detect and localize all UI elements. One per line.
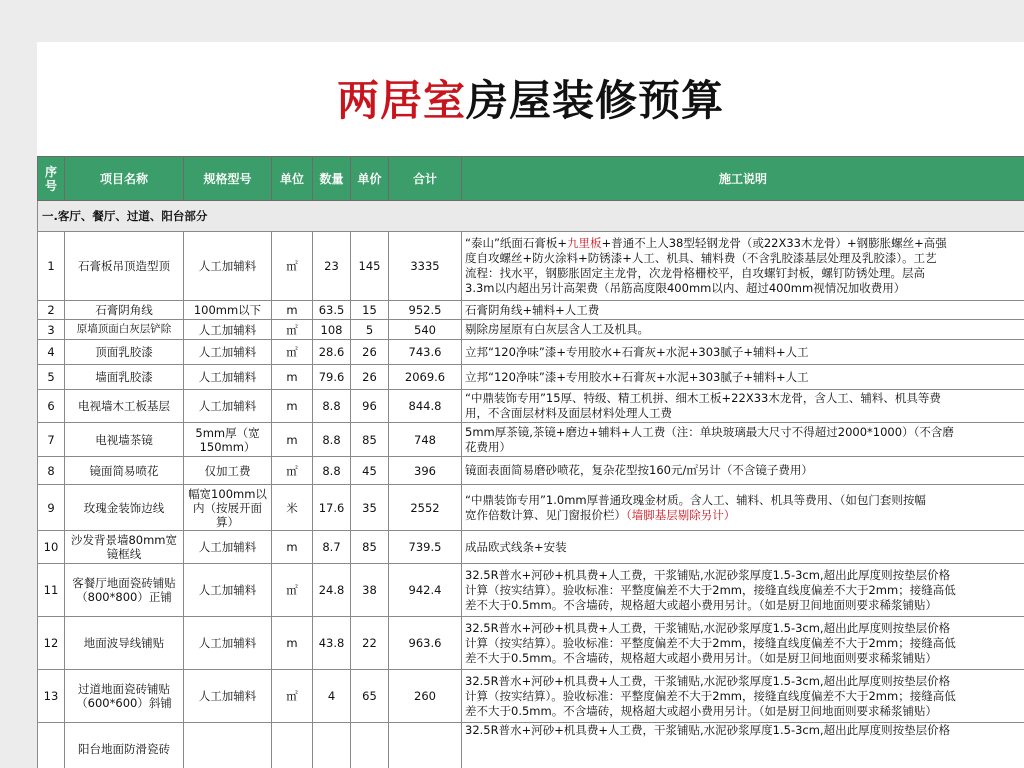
- cell-qty[interactable]: 108: [313, 320, 351, 340]
- table-row: [38, 457, 1024, 485]
- cell-spec[interactable]: 人工加辅料: [184, 320, 272, 340]
- cell-name[interactable]: 电视墙木工板基层: [65, 390, 184, 423]
- cell-spec[interactable]: 人工加辅料: [184, 670, 272, 723]
- cell-qty[interactable]: 17.6: [313, 485, 351, 531]
- section-row: [38, 201, 1024, 232]
- cell-desc[interactable]: [462, 564, 1024, 617]
- cell-qty[interactable]: 8.8: [313, 423, 351, 457]
- cell-unit[interactable]: m: [272, 365, 313, 390]
- table-row: [38, 365, 1024, 390]
- desc-line: 32.5R普水+河砂+机具费+人工费，干浆铺贴,水泥砂浆厚度1.5-3cm,超出此厚度则按垫层价格: [465, 723, 951, 737]
- cell-qty[interactable]: [313, 723, 351, 768]
- cell-desc[interactable]: 立邦“120净味”漆+专用胶水+石膏灰+水泥+303腻子+辅料+人工: [462, 365, 1024, 390]
- header-row: [38, 157, 1024, 201]
- cell-price[interactable]: [351, 723, 389, 768]
- cell-desc[interactable]: [462, 232, 1024, 301]
- cell-qty[interactable]: 8.8: [313, 390, 351, 423]
- cell-desc[interactable]: 石膏阴角线+辅料+人工费: [462, 301, 1024, 320]
- desc-line: 5mm厚茶镜,茶镜+磨边+辅料+人工费（注：单块玻璃最大尺寸不得超过2000*1000）（不含磨: [465, 424, 954, 439]
- cell-total[interactable]: 396: [389, 457, 462, 485]
- desc-line: 3.3m以内超出另计高架费（吊筋高度限400mm以内、超过400mm视情况加收费用）: [465, 281, 906, 295]
- table-row: [38, 232, 1024, 301]
- cell-total[interactable]: 2552: [389, 485, 462, 531]
- budget-table: [37, 156, 1024, 768]
- table-row: [38, 340, 1024, 365]
- desc-text: “泰山”纸面石膏板+: [465, 236, 568, 250]
- desc-line: 32.5R普水+河砂+机具费+人工费，干浆铺贴,水泥砂浆厚度1.5-3cm,超出此厚度则按垫层价格: [465, 567, 951, 582]
- cell-total[interactable]: 540: [389, 320, 462, 340]
- cell-unit[interactable]: ㎡: [272, 564, 313, 617]
- cell-spec[interactable]: [184, 723, 272, 768]
- cell-no[interactable]: 7: [38, 423, 65, 457]
- desc-line: 32.5R普水+河砂+机具费+人工费，干浆铺贴,水泥砂浆厚度1.5-3cm,超出此厚度则按垫层价格: [465, 620, 951, 635]
- table-row: [38, 485, 1024, 531]
- cell-desc[interactable]: [462, 617, 1024, 670]
- cell-name[interactable]: 石膏板吊顶造型顶: [65, 232, 184, 301]
- desc-text: 宽作倍数计算、见门窗报价栏）: [465, 507, 626, 522]
- table-row: [38, 423, 1024, 457]
- cell-spec[interactable]: 人工加辅料: [184, 365, 272, 390]
- desc-highlight: 九里板: [567, 236, 602, 250]
- cell-no[interactable]: 5: [38, 365, 65, 390]
- cell-price[interactable]: 15: [351, 301, 389, 320]
- table-row: [38, 320, 1024, 340]
- cell-spec[interactable]: 100mm以下: [184, 301, 272, 320]
- cell-name[interactable]: 沙发背景墙80mm宽镜框线: [65, 531, 184, 564]
- desc-line: 流程：找水平，钢膨胀固定主龙骨，次龙骨格栅校平，自攻螺钉封板，螺钉防锈处理。层高: [465, 266, 925, 280]
- cell-qty[interactable]: 8.7: [313, 531, 351, 564]
- cell-price[interactable]: 5: [351, 320, 389, 340]
- cell-unit[interactable]: 米: [272, 485, 313, 531]
- cell-no[interactable]: [38, 723, 65, 768]
- cell-spec[interactable]: 人工加辅料: [184, 564, 272, 617]
- cell-total[interactable]: 739.5: [389, 531, 462, 564]
- cell-no[interactable]: 10: [38, 531, 65, 564]
- cell-desc[interactable]: [462, 723, 1024, 768]
- cell-desc[interactable]: [462, 485, 1024, 531]
- cell-desc[interactable]: [462, 423, 1024, 457]
- cell-no[interactable]: 2: [38, 301, 65, 320]
- table-row: [38, 723, 1024, 768]
- cell-desc[interactable]: 立邦“120净味”漆+专用胶水+石膏灰+水泥+303腻子+辅料+人工: [462, 340, 1024, 365]
- cell-no[interactable]: 8: [38, 457, 65, 485]
- desc-line: 花费用）: [465, 439, 511, 454]
- table-row: [38, 301, 1024, 320]
- desc-line: “中鼎装饰专用”1.0mm厚普通玫瑰金材质。含人工、辅料、机具等费用、（如包门套则按幅: [465, 492, 926, 507]
- cell-name[interactable]: 石膏阴角线: [65, 301, 184, 320]
- sheet-title: [37, 42, 1024, 156]
- desc-line: 用，不含面层材料及面层材料处理人工费: [465, 406, 672, 420]
- cell-unit[interactable]: m: [272, 531, 313, 564]
- cell-qty[interactable]: 28.6: [313, 340, 351, 365]
- cell-qty[interactable]: 23: [313, 232, 351, 301]
- cell-qty[interactable]: 4: [313, 670, 351, 723]
- cell-price[interactable]: 85: [351, 531, 389, 564]
- header-total[interactable]: 合计: [389, 157, 462, 201]
- table-row: [38, 670, 1024, 723]
- cell-price[interactable]: 85: [351, 423, 389, 457]
- cell-unit[interactable]: ㎡: [272, 340, 313, 365]
- cell-unit[interactable]: ㎡: [272, 670, 313, 723]
- cell-unit[interactable]: m: [272, 617, 313, 670]
- cell-no[interactable]: 1: [38, 232, 65, 301]
- table-row: [38, 617, 1024, 670]
- cell-qty[interactable]: 8.8: [313, 457, 351, 485]
- cell-name[interactable]: 原墙顶面白灰层铲除: [65, 320, 184, 340]
- cell-unit[interactable]: ㎡: [272, 320, 313, 340]
- desc-line: 计算（按实结算）。验收标准：平整度偏差不大于2mm，接缝直线度偏差不大于2mm；接缝高低: [465, 582, 956, 597]
- cell-total[interactable]: 3335: [389, 232, 462, 301]
- cell-desc[interactable]: 成品欧式线条+安装: [462, 531, 1024, 564]
- cell-price[interactable]: 145: [351, 232, 389, 301]
- desc-text: +普通不上人38型轻钢龙骨（或22X33木龙骨）+钢膨胀螺丝+高强: [601, 236, 947, 250]
- desc-line: “中鼎装饰专用”15厚、特级、精工机拼、细木工板+22X33木龙骨，含人工、辅料、机具等费: [465, 391, 941, 405]
- cell-no[interactable]: 11: [38, 564, 65, 617]
- cell-price[interactable]: 35: [351, 485, 389, 531]
- desc-line: 32.5R普水+河砂+机具费+人工费，干浆铺贴,水泥砂浆厚度1.5-3cm,超出此厚度则按垫层价格: [465, 673, 951, 688]
- cell-name[interactable]: 过道地面瓷砖铺贴（600*600）斜铺: [65, 670, 184, 723]
- cell-spec[interactable]: 人工加辅料: [184, 617, 272, 670]
- cell-unit[interactable]: m: [272, 423, 313, 457]
- cell-price[interactable]: 96: [351, 390, 389, 423]
- desc-line: 计算（按实结算）。验收标准：平整度偏差不大于2mm，接缝直线度偏差不大于2mm；接缝高低: [465, 635, 956, 650]
- section-title[interactable]: 一.客厅、餐厅、过道、阳台部分: [38, 201, 1024, 232]
- spreadsheet-sheet: [37, 42, 1024, 768]
- cell-spec[interactable]: 人工加辅料: [184, 232, 272, 301]
- cell-no[interactable]: 4: [38, 340, 65, 365]
- desc-line: 差不大于0.5mm。不含墙砖，规格超大或超小费用另计。（如是厨卫间地面则要求稀浆铺贴）: [465, 650, 937, 665]
- cell-qty[interactable]: 24.8: [313, 564, 351, 617]
- cell-name[interactable]: 顶面乳胶漆: [65, 340, 184, 365]
- cell-qty[interactable]: 43.8: [313, 617, 351, 670]
- desc-line: 差不大于0.5mm。不含墙砖，规格超大或超小费用另计。（如是厨卫间地面则要求稀浆铺贴）: [465, 597, 937, 612]
- header-spec[interactable]: 规格型号: [184, 157, 272, 201]
- title-black-part: 房屋装修预算: [466, 76, 725, 125]
- table-row: [38, 564, 1024, 617]
- cell-name[interactable]: 客餐厅地面瓷砖铺贴（800*800）正铺: [65, 564, 184, 617]
- cell-name[interactable]: 镜面简易喷花: [65, 457, 184, 485]
- cell-name[interactable]: 阳台地面防滑瓷砖: [65, 723, 184, 768]
- cell-total[interactable]: [389, 723, 462, 768]
- cell-spec[interactable]: 人工加辅料: [184, 531, 272, 564]
- header-name[interactable]: 项目名称: [65, 157, 184, 201]
- cell-no[interactable]: 9: [38, 485, 65, 531]
- cell-spec[interactable]: 幅宽100mm以内（按展开面算）: [184, 485, 272, 531]
- cell-unit[interactable]: [272, 723, 313, 768]
- desc-highlight: （墙脚基层剔除另计）: [626, 507, 736, 522]
- cell-unit[interactable]: ㎡: [272, 232, 313, 301]
- cell-no[interactable]: 12: [38, 617, 65, 670]
- table-row: [38, 390, 1024, 423]
- cell-spec[interactable]: 仅加工费: [184, 457, 272, 485]
- cell-price[interactable]: 26: [351, 365, 389, 390]
- cell-no[interactable]: 13: [38, 670, 65, 723]
- cell-no[interactable]: 3: [38, 320, 65, 340]
- cell-total[interactable]: 963.6: [389, 617, 462, 670]
- desc-line: 度自攻螺丝+防火涂料+防锈漆+人工、机具、辅料费（不含乳胶漆基层处理及乳胶漆）。工艺: [465, 251, 937, 265]
- cell-desc[interactable]: [462, 670, 1024, 723]
- cell-total[interactable]: 952.5: [389, 301, 462, 320]
- table-row: [38, 531, 1024, 564]
- header-no[interactable]: 序号: [38, 157, 65, 201]
- cell-no[interactable]: 6: [38, 390, 65, 423]
- cell-total[interactable]: 260: [389, 670, 462, 723]
- header-price[interactable]: 单价: [351, 157, 389, 201]
- cell-spec[interactable]: 人工加辅料: [184, 390, 272, 423]
- cell-name[interactable]: 地面波导线铺贴: [65, 617, 184, 670]
- cell-price[interactable]: 26: [351, 340, 389, 365]
- cell-name[interactable]: 电视墙茶镜: [65, 423, 184, 457]
- cell-unit[interactable]: ㎡: [272, 457, 313, 485]
- cell-price[interactable]: 65: [351, 670, 389, 723]
- cell-total[interactable]: 942.4: [389, 564, 462, 617]
- cell-desc[interactable]: 剔除房屋原有白灰层含人工及机具。: [462, 320, 1024, 340]
- cell-total[interactable]: 743.6: [389, 340, 462, 365]
- cell-total[interactable]: 844.8: [389, 390, 462, 423]
- cell-name[interactable]: 墙面乳胶漆: [65, 365, 184, 390]
- header-qty[interactable]: 数量: [313, 157, 351, 201]
- cell-spec[interactable]: 5mm厚（宽150mm）: [184, 423, 272, 457]
- cell-desc[interactable]: 镜面表面简易磨砂喷花，复杂花型按160元/㎡另计（不含镜子费用）: [462, 457, 1024, 485]
- cell-price[interactable]: 45: [351, 457, 389, 485]
- cell-spec[interactable]: 人工加辅料: [184, 340, 272, 365]
- cell-unit[interactable]: m: [272, 301, 313, 320]
- header-unit[interactable]: 单位: [272, 157, 313, 201]
- header-desc[interactable]: 施工说明: [462, 157, 1024, 201]
- desc-line: 计算（按实结算）。验收标准：平整度偏差不大于2mm，接缝直线度偏差不大于2mm；接缝高低: [465, 688, 956, 703]
- title-red-part: 两居室: [336, 76, 466, 125]
- cell-desc[interactable]: [462, 390, 1024, 423]
- cell-qty[interactable]: 63.5: [313, 301, 351, 320]
- cell-unit[interactable]: m: [272, 390, 313, 423]
- cell-qty[interactable]: 79.6: [313, 365, 351, 390]
- cell-price[interactable]: 38: [351, 564, 389, 617]
- cell-total[interactable]: 2069.6: [389, 365, 462, 390]
- desc-line: 差不大于0.5mm。不含墙砖，规格超大或超小费用另计。（如是厨卫间地面则要求稀浆铺贴）: [465, 703, 937, 718]
- cell-name[interactable]: 玫瑰金装饰边线: [65, 485, 184, 531]
- cell-total[interactable]: 748: [389, 423, 462, 457]
- cell-price[interactable]: 22: [351, 617, 389, 670]
